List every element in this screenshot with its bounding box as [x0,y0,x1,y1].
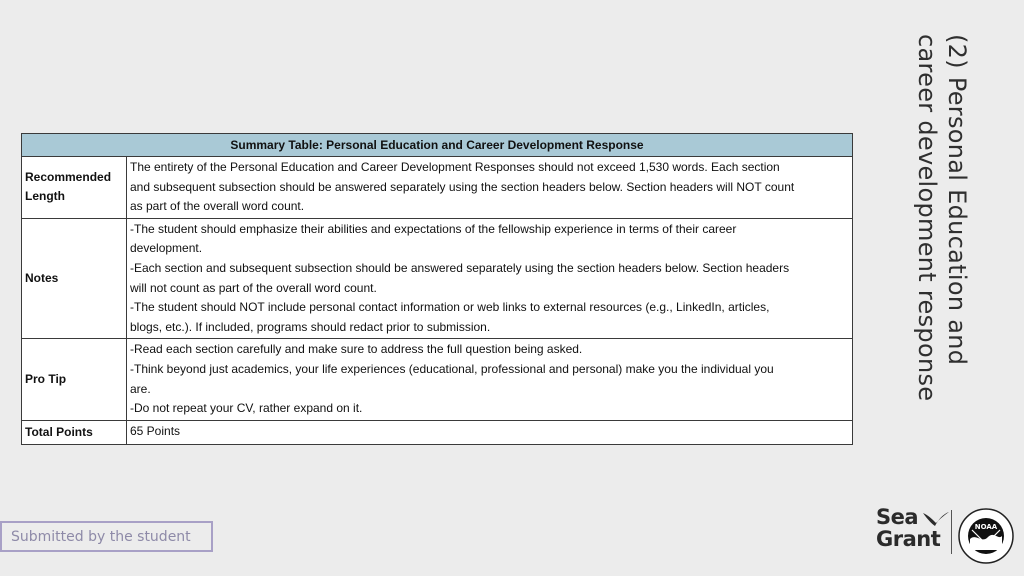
table-header: Summary Table: Personal Education and Career Development Response [22,134,853,157]
content-line: blogs, etc.). If included, programs should redact prior to submission. [130,319,491,334]
content-line: development. [130,241,203,256]
row-label: Total Points [22,420,127,444]
content-line: -Each section and subsequent subsection should be answered separately using the section headers below. Section headers [130,260,790,275]
content-line: and subsequent subsection should be answered separately using the section headers below. Section headers will NOT count [130,179,795,194]
slide-title-line-1: (2) Personal Education and [943,34,971,366]
content-line: are. [130,381,151,396]
row-label: Pro Tip [22,339,127,420]
footer-logos [876,506,1016,566]
content-line: -The student should NOT include personal contact information or web links to external resources (e.g., LinkedIn, articles, [130,300,770,315]
table-row-notes [22,218,853,339]
noaa-logo-icon [956,506,1016,566]
content-line: The entirety of the Personal Education and Career Development Responses should not exceed 1,530 words. Each section [130,160,780,174]
content-line: -Read each section carefully and make sure to address the full question being asked. [130,342,583,357]
summary-table [21,133,853,445]
content-line: will not count as part of the overall word count. [130,280,377,295]
slide-title-line-2: career development response [913,34,941,402]
table-row-pro-tip [22,339,853,420]
content-line: -Think beyond just academics, your life experiences (educational, professional and personal) make you the individual you [130,361,774,376]
table-header-row [22,134,853,157]
row-content [127,420,853,444]
row-content [127,339,853,420]
table-row-recommended-length [22,157,853,219]
row-content [127,218,853,339]
row-label: Recommended Length [22,157,127,219]
content-line: -Do not repeat your CV, rather expand on it. [130,401,363,416]
noaa-badge-text: NOAA [974,523,998,531]
sea-grant-logo-line-2: Grant [876,527,941,551]
row-content [127,157,853,219]
slide-title [912,34,972,474]
row-label: Notes [22,218,127,339]
content-line: -The student should emphasize their abilities and expectations of the fellowship experience in terms of their career [130,221,737,236]
content-line: 65 Points [130,424,181,439]
content-line: as part of the overall word count. [130,199,305,214]
logo-divider [951,510,952,554]
sea-grant-wave-icon [922,510,950,528]
table-row-total-points [22,420,853,444]
sea-grant-logo-line-1: Sea [876,505,919,529]
submitted-by-label: Submitted by the student [0,521,213,552]
